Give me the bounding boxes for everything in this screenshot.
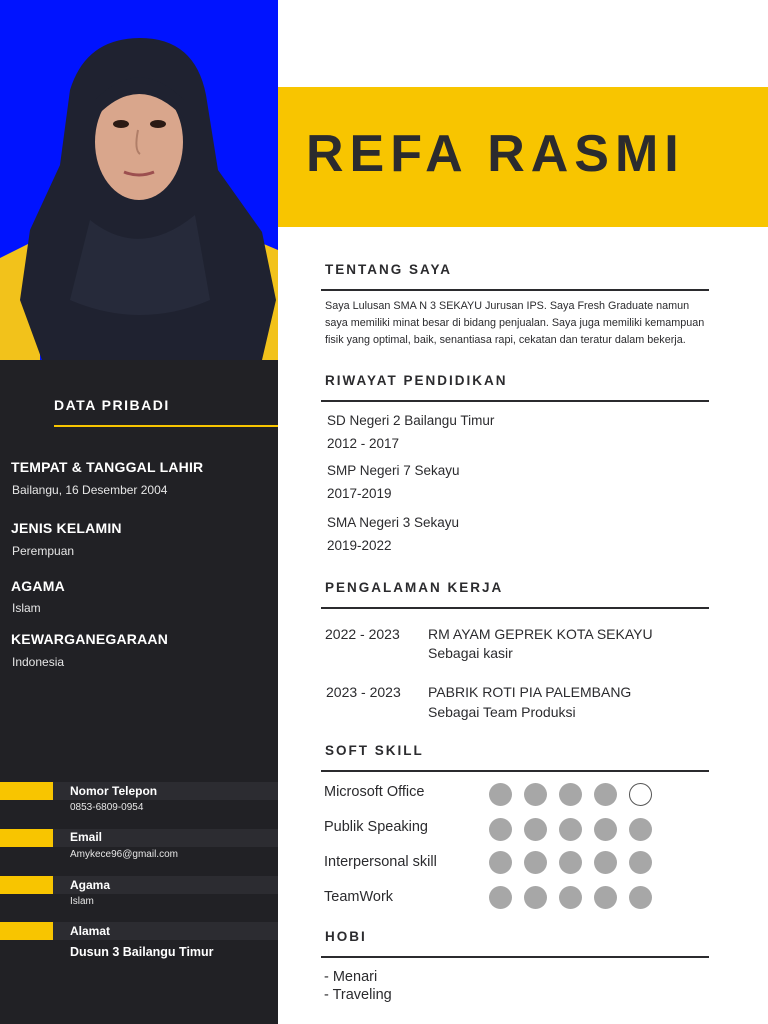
- skill-name: Publik Speaking: [324, 819, 428, 835]
- email-value: Amykece96@gmail.com: [70, 849, 178, 860]
- education-school: SMA Negeri 3 Sekayu: [327, 515, 460, 530]
- rating-dot-filled: [559, 783, 582, 806]
- heading-underline: [54, 425, 278, 427]
- sidebar: [0, 360, 278, 1024]
- section-divider: [321, 956, 709, 958]
- skill-name: TeamWork: [324, 889, 394, 905]
- skill-rating: [489, 818, 659, 842]
- rating-dot-filled: [489, 851, 512, 874]
- contact-accent: [0, 876, 53, 894]
- contact-accent: [0, 782, 53, 800]
- address-label: Alamat: [70, 924, 111, 938]
- job-role: Sebagai kasir: [428, 645, 513, 661]
- experience-title: PENGALAMAN KERJA: [325, 580, 504, 595]
- birth-label: TEMPAT & TANGGAL LAHIR: [11, 459, 204, 475]
- section-divider: [321, 289, 709, 291]
- skill-name: Interpersonal skill: [324, 854, 437, 870]
- rating-dot-filled: [524, 851, 547, 874]
- birth-value: Bailangu, 16 Desember 2004: [12, 483, 168, 497]
- job-years: 2023 - 2023: [326, 684, 401, 700]
- education-years: 2019-2022: [327, 538, 392, 553]
- rating-dot-filled: [489, 818, 512, 841]
- contact-accent: [0, 829, 53, 847]
- portrait-illustration: [0, 0, 278, 360]
- section-divider: [321, 400, 709, 402]
- job-years: 2022 - 2023: [325, 626, 400, 642]
- rating-dot-filled: [489, 783, 512, 806]
- education-title: RIWAYAT PENDIDIKAN: [325, 373, 508, 388]
- education-years: 2017-2019: [327, 486, 392, 501]
- phone-label: Nomor Telepon: [70, 784, 158, 798]
- personal-data-heading: DATA PRIBADI: [54, 397, 170, 413]
- job-role: Sebagai Team Produksi: [428, 704, 576, 720]
- rating-dot-filled: [629, 818, 652, 841]
- gender-value: Perempuan: [12, 544, 75, 558]
- rating-dot-filled: [594, 818, 617, 841]
- religion-contact-label: Agama: [70, 878, 111, 892]
- name-banner: [278, 87, 768, 227]
- contact-accent: [0, 922, 53, 940]
- education-years: 2012 - 2017: [327, 436, 400, 451]
- skill-rating: [489, 851, 659, 875]
- rating-dot-filled: [594, 783, 617, 806]
- rating-dot-filled: [629, 851, 652, 874]
- rating-dot-filled: [559, 851, 582, 874]
- hobby-item: - Traveling: [324, 987, 392, 1003]
- section-divider: [321, 607, 709, 609]
- skill-name: Microsoft Office: [324, 784, 425, 800]
- rating-dot-empty: [629, 783, 652, 806]
- rating-dot-filled: [594, 851, 617, 874]
- hobby-item: - Menari: [324, 969, 378, 985]
- rating-dot-filled: [559, 886, 582, 909]
- education-school: SMP Negeri 7 Sekayu: [327, 463, 460, 478]
- job-company: RM AYAM GEPREK KOTA SEKAYU: [428, 626, 653, 642]
- email-label: Email: [70, 830, 103, 844]
- religion-value: Islam: [12, 601, 41, 615]
- about-title: TENTANG SAYA: [325, 262, 453, 277]
- rating-dot-filled: [524, 783, 547, 806]
- rating-dot-filled: [594, 886, 617, 909]
- religion-contact-value: Islam: [70, 896, 94, 907]
- full-name: REFA RASMI: [306, 125, 685, 183]
- section-divider: [321, 770, 709, 772]
- gender-label: JENIS KELAMIN: [11, 520, 122, 536]
- rating-dot-filled: [524, 886, 547, 909]
- rating-dot-filled: [524, 818, 547, 841]
- job-company: PABRIK ROTI PIA PALEMBANG: [428, 684, 632, 700]
- profile-photo: [0, 0, 278, 360]
- citizenship-label: KEWARGANEGARAAN: [11, 631, 168, 647]
- skills-title: SOFT SKILL: [325, 743, 424, 758]
- citizenship-value: Indonesia: [12, 655, 65, 669]
- skill-rating: [489, 783, 659, 807]
- rating-dot-filled: [489, 886, 512, 909]
- hobbies-title: HOBI: [325, 929, 367, 944]
- rating-dot-filled: [559, 818, 582, 841]
- rating-dot-filled: [629, 886, 652, 909]
- phone-value: 0853-6809-0954: [70, 802, 144, 813]
- education-school: SD Negeri 2 Bailangu Timur: [327, 413, 495, 428]
- skill-rating: [489, 886, 659, 910]
- about-text: Saya Lulusan SMA N 3 SEKAYU Jurusan IPS. Saya Fresh Graduate namun saya memiliki minat besar di bidang penjualan. Saya juga memiliki kemampuan fisik yang optimal, baik, senantiasa rapi, cekatan dan teratur dalam bekerja.: [325, 300, 705, 346]
- address-value: Dusun 3 Bailangu Timur: [70, 945, 214, 959]
- religion-label: AGAMA: [11, 578, 65, 594]
